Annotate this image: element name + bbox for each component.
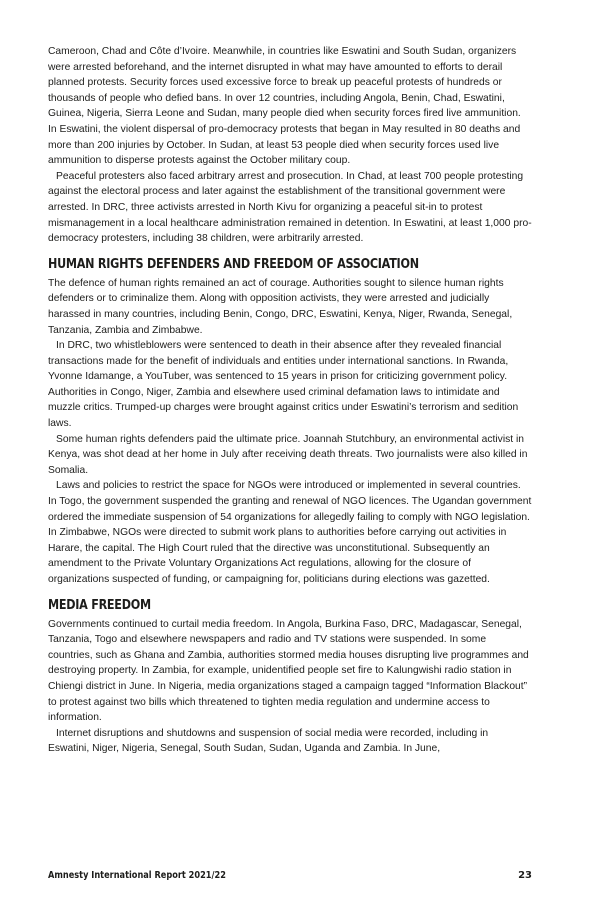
page-body: [48, 44, 532, 757]
paragraph: Governments continued to curtail media freedom. In Angola, Burkina Faso, DRC, Madagascar, Senegal, Tanzania, Togo and elsewhere newspapers and radio and TV stations were suspended. In some countries, such as Ghana and Zambia, authorities stormed media houses disrupting live programmes and destroying property. In Zambia, for example, unidentified people set fire to Kalungwishi radio station in Chiengi district in June. In Nigeria, media organizations staged a campaign tagged “Information Blackout” to protest against two bills which threatened to tighten media regulation and undermine access to information.: [48, 618, 529, 724]
report-title: Amnesty International Report 2021/22: [48, 870, 226, 881]
page-number: 23: [518, 870, 532, 881]
paragraph: The defence of human rights remained an act of courage. Authorities sought to silence human rights defenders or to criminalize them. Along with opposition activists, they were arrested and judicially harassed in many countries, including Benin, Congo, DRC, Eswatini, Kenya, Niger, Rwanda, Senegal, Tanzania, Zambia and Zimbabwe.: [48, 277, 513, 336]
section-heading-hrd: HUMAN RIGHTS DEFENDERS AND FREEDOM OF ASSOCIATION: [48, 256, 419, 272]
paragraph: Internet disruptions and shutdowns and suspension of social media were recorded, including in Eswatini, Niger, Nigeria, Senegal, South Sudan, Sudan, Uganda and Zambia. In June,: [48, 727, 489, 755]
paragraph: In DRC, two whistleblowers were sentenced to death in their absence after they revealed financial transactions made for the benefit of individuals and entities under international sanctions. In Rwanda, Yvonne Idamange, a YouTuber, was sentenced to 15 years in prison for criticizing government policy. Authorities in Congo, Niger, Zambia and elsewhere used criminal defamation laws to intimidate and muzzle critics. Trumped-up charges were brought against critics under Eswatini’s terrorism and sedition laws.: [48, 340, 519, 430]
paragraph: Cameroon, Chad and Côte d’Ivoire. Meanwhile, in countries like Eswatini and South Sudan, organizers were arrested beforehand, and the internet disrupted in what may have amounted to efforts to derail planned protests. Security forces used excessive force to break up peaceful protests of hundreds or thousands of people who defied bans. In over 12 countries, including Angola, Benin, Chad, Eswatini, Guinea, Nigeria, Sierra Leone and Sudan, many people died when security forces fired live ammunition. In Eswatini, the violent dispersal of pro-democracy protests that began in May resulted in 80 deaths and more than 200 injuries by October. In Sudan, at least 53 people died when security forces used live ammunition to disperse protests against the October military coup.: [48, 46, 521, 167]
paragraph: Peaceful protesters also faced arbitrary arrest and prosecution. In Chad, at least 700 people protesting against the electoral process and later against the establishment of the transitional government were arrested. In DRC, three activists arrested in North Kivu for organizing a peaceful sit-in to protest mismanagement in a local healthcare administration remained in detention. In Eswatini, at least 1,000 pro-democracy protesters, including 38 children, were arbitrarily arrested.: [48, 170, 532, 245]
page-footer: [48, 870, 532, 881]
section-heading-media: MEDIA FREEDOM: [48, 597, 151, 613]
paragraph: Some human rights defenders paid the ultimate price. Joannah Stutchbury, an environmental activist in Kenya, was shot dead at her home in July after receiving death threats. Two journalists were also killed in Somalia.: [48, 433, 528, 476]
paragraph: Laws and policies to restrict the space for NGOs were introduced or implemented in several countries. In Togo, the government suspended the granting and renewal of NGO licences. The Ugandan government ordered the immediate suspension of 54 organizations for allegedly failing to comply with NGO legislation. In Zimbabwe, NGOs were directed to submit work plans to authorities before carrying out activities in Harare, the capital. The High Court ruled that the directive was unconstitutional. Subsequently an amendment to the Private Voluntary Organizations Act regulations, allowing for the closure of organizations suspected of funding, or campaigning for, politicians during elections was gazetted.: [48, 480, 532, 585]
